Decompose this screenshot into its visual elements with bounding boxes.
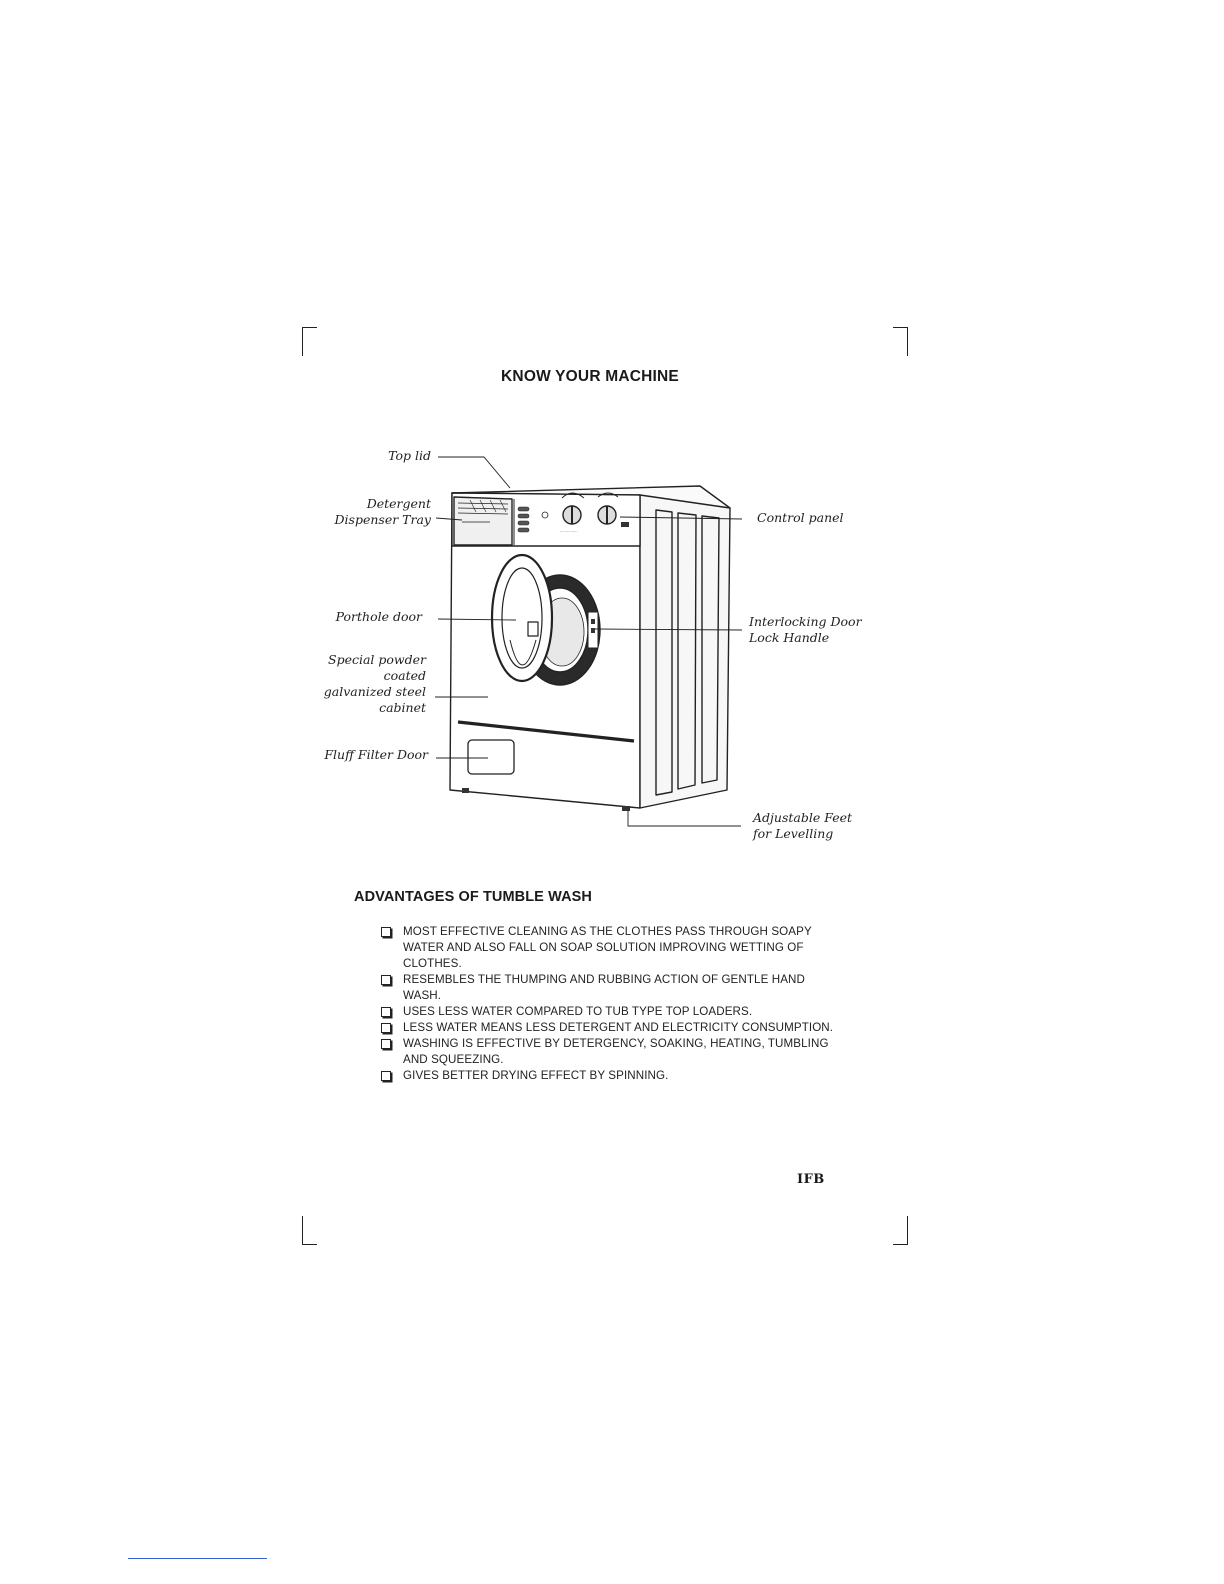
label-detergent-line1: Detergent — [366, 496, 431, 511]
label-feet-line1: Adjustable Feet — [753, 810, 853, 825]
list-item-line: WASH. — [403, 989, 442, 1002]
list-item — [380, 1004, 870, 1020]
list-item — [380, 924, 870, 972]
checkbox-bullet-icon — [381, 1039, 391, 1049]
page-title: KNOW YOUR MACHINE — [501, 368, 679, 385]
list-item-line: CLOTHES. — [403, 957, 462, 970]
list-item — [380, 1020, 870, 1036]
door-handle — [528, 622, 538, 636]
checkbox-bullet-icon — [381, 927, 391, 937]
label-interlock-line1: Interlocking Door — [749, 614, 862, 629]
list-item-line: RESEMBLES THE THUMPING AND RUBBING ACTION OF GENTLE HAND — [403, 973, 805, 986]
checkbox-bullet-icon — [381, 1071, 391, 1081]
footer-link-underline[interactable] — [128, 1558, 267, 1559]
advantages-heading: ADVANTAGES OF TUMBLE WASH — [354, 889, 592, 905]
label-porthole-door: Porthole door — [335, 609, 422, 624]
label-top-lid: Top lid — [388, 448, 431, 463]
label-cabinet-line2: coated — [383, 668, 426, 683]
svg-text:⋯⋯⋯⋯⋯: ⋯⋯⋯⋯⋯ — [560, 530, 578, 534]
list-item-line: LESS WATER MEANS LESS DETERGENT AND ELECTRICITY CONSUMPTION. — [403, 1021, 834, 1034]
label-cabinet-line3: galvanized steel — [323, 684, 426, 699]
label-detergent-line2: Dispenser Tray — [334, 512, 431, 527]
label-interlock-line2: Lock Handle — [749, 630, 830, 645]
checkbox-bullet-icon — [381, 1007, 391, 1017]
label-cabinet-line1: Special powder — [328, 652, 426, 667]
list-item — [380, 972, 870, 1004]
label-cabinet-line4: cabinet — [379, 700, 426, 715]
leader-top-lid — [438, 457, 510, 488]
label-fluff-filter: Fluff Filter Door — [324, 747, 428, 762]
checkbox-bullet-icon — [381, 975, 391, 985]
list-item-line: AND SQUEEZING. — [403, 1053, 504, 1066]
leader-feet — [628, 810, 741, 826]
list-item — [380, 1036, 870, 1068]
list-item-line: WATER AND ALSO FALL ON SOAP SOLUTION IMPROVING WETTING OF — [403, 941, 804, 954]
label-feet-line2: for Levelling — [753, 826, 834, 841]
list-item-line: USES LESS WATER COMPARED TO TUB TYPE TOP LOADERS. — [403, 1005, 753, 1018]
brand-logo: IFB — [797, 1172, 825, 1187]
list-item-line: GIVES BETTER DRYING EFFECT BY SPINNING. — [403, 1069, 669, 1082]
list-item-line: MOST EFFECTIVE CLEANING AS THE CLOTHES PASS THROUGH SOAPY — [403, 925, 812, 938]
list-item — [380, 1068, 870, 1084]
label-control-panel: Control panel — [757, 510, 844, 525]
list-item-line: WASHING IS EFFECTIVE BY DETERGENCY, SOAKING, HEATING, TUMBLING — [403, 1037, 829, 1050]
checkbox-bullet-icon — [381, 1023, 391, 1033]
fluff-filter-door — [468, 740, 514, 774]
advantages-list — [380, 924, 870, 1084]
